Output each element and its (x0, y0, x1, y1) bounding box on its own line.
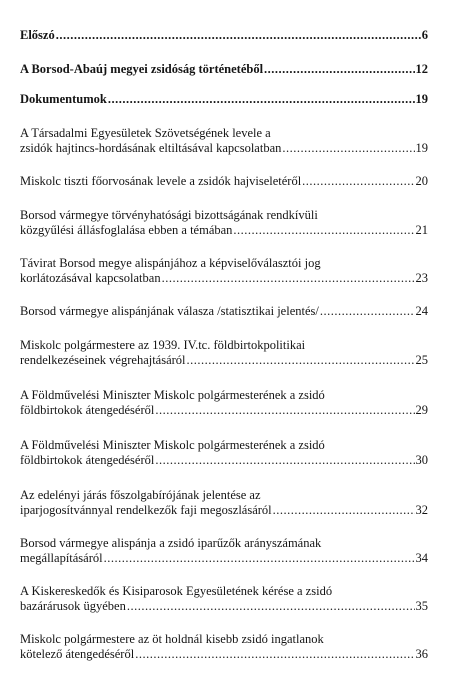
toc-page-number: 23 (415, 271, 428, 285)
toc-entry-title-line: Borsod vármegye alispánja a zsidó iparűzők arányszámának (20, 536, 322, 550)
toc-page-number: 12 (415, 62, 428, 76)
toc-entry (20, 256, 428, 286)
dot-leader (187, 353, 415, 368)
toc-entry-title-line: A Földművelési Miniszter Miskolc polgármesterének a zsidó (20, 438, 325, 452)
toc-entry (20, 126, 428, 156)
toc-entry (20, 584, 428, 614)
toc-entry-title-line: Miskolc tiszti főorvosának levele a zsidók hajviseletéről (20, 174, 302, 188)
toc-entry-title-line: közgyűlési állásfoglalása ebben a témában (20, 223, 233, 237)
toc-entry-title-line: iparjogosítvánnyal rendelkezők faji megoszlásáról (20, 503, 272, 517)
toc-page-number: 24 (415, 304, 428, 318)
dot-leader (264, 62, 414, 77)
toc-entry (20, 338, 428, 368)
toc-entry-last-line (20, 453, 428, 468)
dot-leader (320, 304, 415, 319)
toc-entry-last-line (20, 599, 428, 614)
toc-entry-last-line (20, 141, 428, 156)
dot-leader (127, 599, 415, 614)
toc-page-number: 29 (415, 403, 428, 417)
dot-leader (155, 453, 414, 468)
toc-page-number: 36 (415, 647, 428, 661)
toc-entry-last-line (20, 403, 428, 418)
toc-entry-title-line: földbirtokok átengedéséről (20, 403, 155, 417)
toc-entry-title-line: A Borsod-Abaúj megyei zsidóság történetéből (20, 62, 264, 76)
toc-page-number: 21 (415, 223, 428, 237)
toc-page-number: 19 (415, 92, 428, 106)
toc-entry-title-line: bazárárusok ügyében (20, 599, 126, 613)
toc-entry-title-line: A Földművelési Miniszter Miskolc polgármesterének a zsidó (20, 388, 325, 402)
dot-leader (162, 271, 415, 286)
toc-page-number: 6 (421, 28, 428, 42)
toc-entry-last-line (20, 503, 428, 518)
dot-leader (56, 28, 421, 43)
toc-entry (20, 488, 428, 518)
dot-leader (108, 92, 415, 107)
dot-leader (273, 503, 415, 518)
toc-entry-title-line: A Társadalmi Egyesületek Szövetségének levele a (20, 126, 271, 140)
toc-page-number: 32 (415, 503, 428, 517)
dot-leader (302, 174, 414, 189)
toc-entry (20, 536, 428, 566)
toc-entry-title-line: zsidók hajtincs-hordásának eltiltásával kapcsolatban (20, 141, 282, 155)
dot-leader (135, 647, 414, 662)
toc-entry (20, 438, 428, 468)
toc-entry (20, 304, 428, 319)
toc-entry-title-line: Miskolc polgármestere az öt holdnál kisebb zsidó ingatlanok (20, 632, 324, 646)
toc-entry (20, 632, 428, 662)
toc-entry-title-line: A Kiskereskedők és Kisiparosok Egyesületének kérése a zsidó (20, 584, 333, 598)
toc-entry-last-line (20, 304, 428, 319)
toc-entry (20, 92, 428, 107)
toc-entry-last-line (20, 174, 428, 189)
toc-entry-title-line: megállapításáról (20, 551, 103, 565)
toc-entry-title-line: Borsod vármegye alispánjának válasza /statisztikai jelentés/ (20, 304, 319, 318)
toc-entry-last-line (20, 551, 428, 566)
toc-entry-title-line: földbirtokok átengedéséről (20, 453, 155, 467)
toc-entry-title-line: Miskolc polgármestere az 1939. IV.tc. földbirtokpolitikai (20, 338, 306, 352)
toc-entry-last-line (20, 92, 428, 107)
toc-entry (20, 28, 428, 43)
toc-entry (20, 174, 428, 189)
toc-entry (20, 388, 428, 418)
toc-page-number: 34 (415, 551, 428, 565)
toc-entry-title-line: rendelkezéseinek végrehajtásáról (20, 353, 186, 367)
toc-entry-title-line: kötelező átengedéséről (20, 647, 135, 661)
toc-page-number: 20 (415, 174, 428, 188)
toc-entry-title-line: Borsod vármegye törvényhatósági bizottságának rendkívüli (20, 208, 318, 222)
toc-entry-title-line: Az edelényi járás főszolgabírójának jelentése az (20, 488, 261, 502)
toc-entry-last-line (20, 62, 428, 77)
toc-entry (20, 208, 428, 238)
toc-page-number: 25 (415, 353, 428, 367)
dot-leader (104, 551, 415, 566)
toc-entry-last-line (20, 223, 428, 238)
toc-page-number: 30 (415, 453, 428, 467)
toc-entry-title-line: Előszó (20, 28, 55, 42)
dot-leader (233, 223, 414, 238)
toc-entry-last-line (20, 28, 428, 43)
toc-entry-title-line: korlátozásával kapcsolatban (20, 271, 161, 285)
toc-entry-title-line: Dokumentumok (20, 92, 107, 106)
toc-entry-last-line (20, 271, 428, 286)
toc-page-number: 19 (415, 141, 428, 155)
toc-entry (20, 62, 428, 77)
toc-entry-last-line (20, 353, 428, 368)
dot-leader (155, 403, 414, 418)
toc-entry-last-line (20, 647, 428, 662)
toc-page-number: 35 (415, 599, 428, 613)
toc-entry-title-line: Távirat Borsod megye alispánjához a képviselőválasztói jog (20, 256, 321, 270)
dot-leader (282, 141, 414, 156)
